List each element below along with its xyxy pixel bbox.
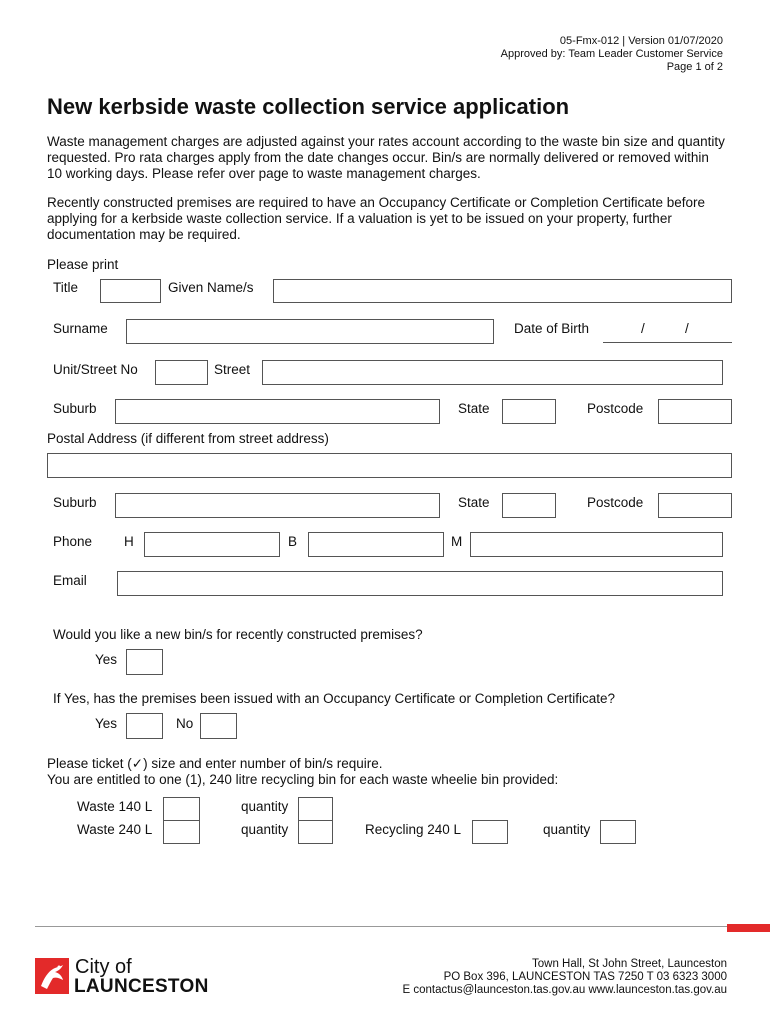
postal-suburb-label: Suburb — [53, 495, 97, 510]
bin-instruction-1: Please ticket (✓) size and enter number of bin/s require. — [47, 756, 383, 771]
please-print-label: Please print — [47, 257, 119, 272]
postal-postcode-label: Postcode — [587, 495, 644, 510]
approved-by: Approved by: Team Leader Customer Service — [500, 48, 723, 60]
waste-140-quantity-input[interactable] — [298, 797, 333, 821]
street-label: Street — [214, 362, 251, 377]
q2-no-checkbox[interactable] — [200, 713, 237, 739]
unit-label: Unit/Street No — [53, 362, 138, 377]
waste-240-label: Waste 240 L — [77, 822, 153, 837]
phone-label: Phone — [53, 534, 93, 549]
street-input[interactable] — [262, 360, 723, 385]
waste-240-quantity-label: quantity — [241, 822, 289, 837]
waste-140-checkbox[interactable] — [163, 797, 200, 821]
page-title: New kerbside waste collection service application — [47, 94, 570, 119]
waste-140-quantity-label: quantity — [241, 799, 289, 814]
email-input[interactable] — [117, 571, 723, 596]
footer-contact: E contactus@launceston.tas.gov.au www.launceston.tas.gov.au — [402, 984, 727, 996]
email-label: Email — [53, 573, 87, 588]
phone-business-label: B — [288, 534, 298, 549]
intro-paragraph-1: Waste management charges are adjusted against your rates account according to the waste bin size and quantity requested. Pro rata charges apply from the date changes occur. Bin/s are normally delivered or removed within 10 working days. Please refer over page to waste management charges. — [47, 134, 725, 181]
postal-address-label: Postal Address (if different from street address) — [47, 431, 329, 446]
postcode-input[interactable] — [658, 399, 732, 424]
given-names-input[interactable] — [273, 279, 732, 303]
q1-yes-label: Yes — [95, 652, 118, 667]
dob-label: Date of Birth — [514, 321, 590, 336]
dob-input-line[interactable] — [603, 342, 732, 343]
waste-140-label: Waste 140 L — [77, 799, 153, 814]
q2-no-label: No — [176, 716, 194, 731]
title-input[interactable] — [100, 279, 161, 303]
title-label: Title — [53, 280, 79, 295]
suburb-input[interactable] — [115, 399, 440, 424]
q2-yes-label: Yes — [95, 716, 118, 731]
postal-postcode-input[interactable] — [658, 493, 732, 518]
recycling-240-checkbox[interactable] — [472, 820, 508, 844]
footer-address-2: PO Box 396, LAUNCESTON TAS 7250 T 03 6323 3000 — [443, 971, 727, 983]
surname-label: Surname — [53, 321, 108, 336]
logo-city-text: City of — [75, 956, 132, 978]
footer-divider — [35, 926, 727, 927]
waste-240-checkbox[interactable] — [163, 820, 200, 844]
intro-paragraph-2: Recently constructed premises are required to have an Occupancy Certificate or Completion Certificate before applying for a kerbside waste collection service. If a valuation is yet to be issued on your property, further documentation may be required. — [47, 195, 706, 242]
dob-separator-1: / — [641, 321, 645, 336]
form-reference: 05-Fmx-012 | Version 01/07/2020 — [559, 35, 723, 47]
recycling-240-label: Recycling 240 L — [365, 822, 462, 837]
waste-240-quantity-input[interactable] — [298, 820, 333, 844]
phone-mobile-input[interactable] — [470, 532, 723, 557]
logo-launceston-text: LAUNCESTON — [74, 976, 209, 997]
page-number: Page 1 of 2 — [666, 61, 723, 73]
postal-state-label: State — [458, 495, 490, 510]
recycling-240-quantity-label: quantity — [543, 822, 591, 837]
dob-separator-2: / — [685, 321, 689, 336]
given-names-label: Given Name/s — [168, 280, 254, 295]
suburb-label: Suburb — [53, 401, 97, 416]
phone-business-input[interactable] — [308, 532, 444, 557]
state-label: State — [458, 401, 490, 416]
bin-instruction-2: You are entitled to one (1), 240 litre recycling bin for each waste wheelie bin provided: — [47, 772, 559, 787]
postcode-label: Postcode — [587, 401, 644, 416]
postal-address-input[interactable] — [47, 453, 732, 478]
phone-home-input[interactable] — [144, 532, 280, 557]
footer-address-1: Town Hall, St John Street, Launceston — [532, 958, 727, 970]
q2-yes-checkbox[interactable] — [126, 713, 163, 739]
surname-input[interactable] — [126, 319, 494, 344]
question-new-bin: Would you like a new bin/s for recently constructed premises? — [53, 627, 423, 642]
state-input[interactable] — [502, 399, 556, 424]
unit-input[interactable] — [155, 360, 208, 385]
q1-yes-checkbox[interactable] — [126, 649, 163, 675]
postal-state-input[interactable] — [502, 493, 556, 518]
footer-accent-bar — [727, 924, 770, 932]
launceston-logo-icon — [35, 958, 69, 994]
phone-home-label: H — [124, 534, 134, 549]
postal-suburb-input[interactable] — [115, 493, 440, 518]
phone-mobile-label: M — [451, 534, 463, 549]
question-certificate: If Yes, has the premises been issued with an Occupancy Certificate or Completion Certificate? — [53, 691, 616, 706]
recycling-240-quantity-input[interactable] — [600, 820, 636, 844]
